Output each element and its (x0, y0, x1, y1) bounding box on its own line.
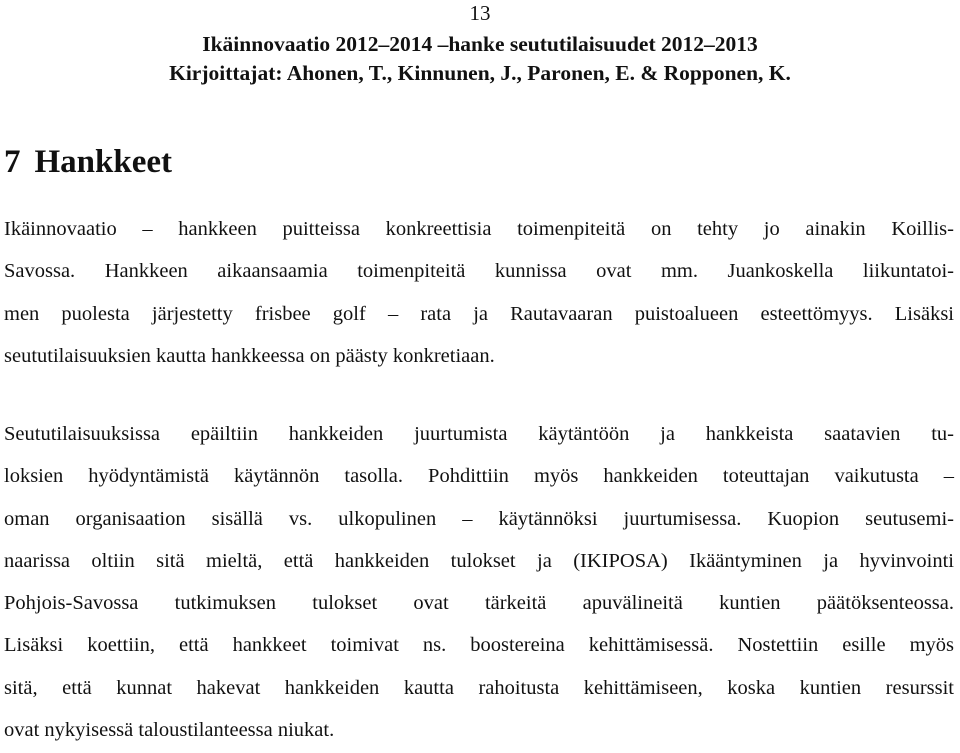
paragraph-line: ovat nykyisessä taloustilanteessa niukat. (4, 719, 335, 742)
paragraph-line: naarissa oltiin sitä mieltä, että hankkeiden tulokset ja (IKIPOSA) Ikääntyminen ja hyvinvointi (4, 549, 954, 572)
section-number: 7 (4, 144, 21, 180)
running-header (0, 30, 960, 88)
page-number: 13 (469, 1, 491, 25)
paragraph-line: oman organisaation sisällä vs. ulkopulinen – käytännöksi juurtumisessa. Kuopion seutusemi- (4, 507, 954, 530)
paragraph-line: seututilaisuuksien kautta hankkeessa on päästy konkretiaan. (4, 344, 495, 367)
paragraph-line: men puolesta järjestetty frisbee golf – rata ja Rautavaaran puistoalueen esteettömyys. Lisäksi (4, 302, 954, 325)
header-authors: Kirjoittajat: Ahonen, T., Kinnunen, J., Paronen, E. & Ropponen, K. (169, 61, 791, 85)
paragraph-line: Ikäinnovaatio – hankkeen puitteissa konkreettisia toimenpiteitä on tehty jo ainakin Koillis- (4, 218, 954, 240)
paragraph-1 (4, 208, 954, 377)
section-heading (4, 140, 172, 184)
paragraph-2 (4, 413, 954, 751)
paragraph-line: loksien hyödyntämistä käytännön tasolla. Pohdittiin myös hankkeiden toteuttajan vaikutusta – (4, 465, 954, 488)
paragraph-line: Lisäksi koettiin, että hankkeet toimivat ns. boostereina kehittämisessä. Nostettiin esille myös (4, 634, 954, 657)
header-project-title: Ikäinnovaatio 2012–2014 –hanke seututilaisuudet 2012–2013 (202, 32, 758, 56)
section-title: Hankkeet (34, 144, 173, 180)
paragraph-line: Savossa. Hankkeen aikaansaamia toimenpiteitä kunnissa ovat mm. Juankoskella liikuntatoi- (4, 260, 954, 283)
paragraph-line: Pohjois-Savossa tutkimuksen tulokset ovat tärkeitä apuvälineitä kuntien päätöksenteossa. (4, 592, 954, 615)
paragraph-line: sitä, että kunnat hakevat hankkeiden kautta rahoitusta kehittämiseen, koska kuntien resurssit (4, 676, 954, 699)
paragraph-line: Seututilaisuuksissa epäiltiin hankkeiden juurtumista käytäntöön ja hankkeista saatavien tu- (4, 423, 954, 445)
